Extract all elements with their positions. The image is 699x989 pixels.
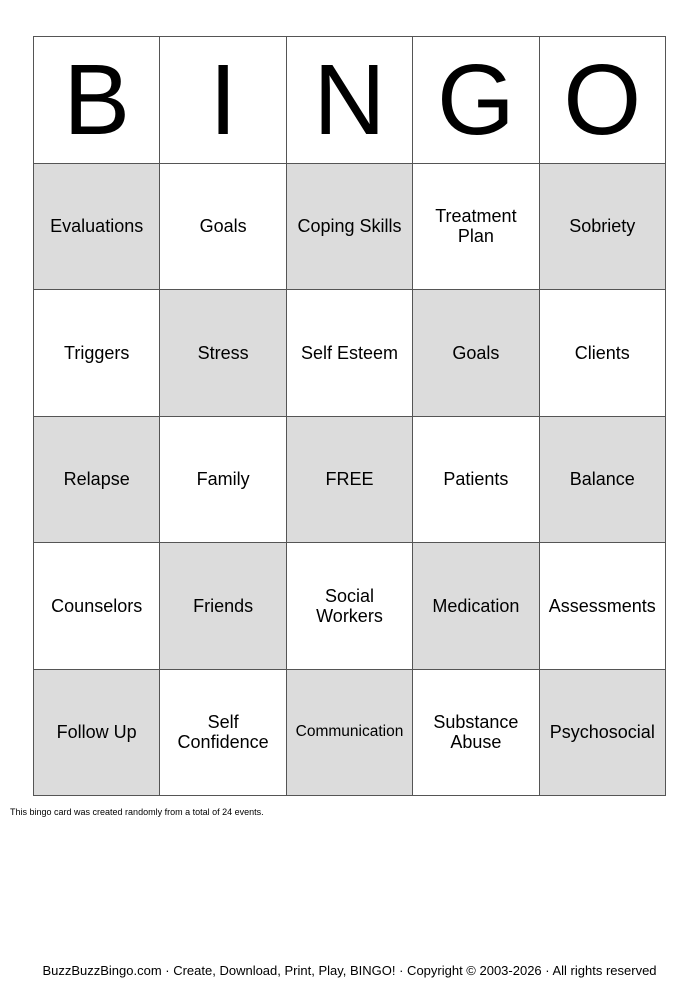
bingo-cell: Follow Up: [34, 670, 160, 797]
bingo-cell: Coping Skills: [287, 164, 413, 291]
bingo-cell: Clients: [540, 290, 666, 417]
bingo-cell: Psychosocial: [540, 670, 666, 797]
bingo-cell: Evaluations: [34, 164, 160, 291]
bingo-cell: Relapse: [34, 417, 160, 544]
header-letter-g: G: [413, 37, 539, 164]
bingo-cell: Treatment Plan: [413, 164, 539, 291]
bingo-cell: Social Workers: [287, 543, 413, 670]
bingo-cell: Assessments: [540, 543, 666, 670]
bingo-cell: Self Esteem: [287, 290, 413, 417]
bingo-cell: Goals: [413, 290, 539, 417]
footer-copyright: BuzzBuzzBingo.com · Create, Download, Print, Play, BINGO! · Copyright © 2003-2026 · All rights reserved: [42, 963, 657, 978]
bingo-cell: Sobriety: [540, 164, 666, 291]
bingo-card: [33, 36, 666, 796]
generation-note: This bingo card was created randomly from a total of 24 events.: [10, 807, 264, 817]
bingo-cell: Triggers: [34, 290, 160, 417]
bingo-cell: Self Confidence: [160, 670, 286, 797]
bingo-cell: Balance: [540, 417, 666, 544]
bingo-cell: Family: [160, 417, 286, 544]
header-letter-o: O: [540, 37, 666, 164]
bingo-cell: Stress: [160, 290, 286, 417]
bingo-cell: Counselors: [34, 543, 160, 670]
bingo-cell: Medication: [413, 543, 539, 670]
bingo-cell: Friends: [160, 543, 286, 670]
bingo-cell: Patients: [413, 417, 539, 544]
free-space-cell: FREE: [287, 417, 413, 544]
header-letter-n: N: [287, 37, 413, 164]
bingo-cell: Substance Abuse: [413, 670, 539, 797]
header-letter-i: I: [160, 37, 286, 164]
header-letter-b: B: [34, 37, 160, 164]
bingo-cell: Goals: [160, 164, 286, 291]
bingo-cell: Communication: [287, 670, 413, 797]
